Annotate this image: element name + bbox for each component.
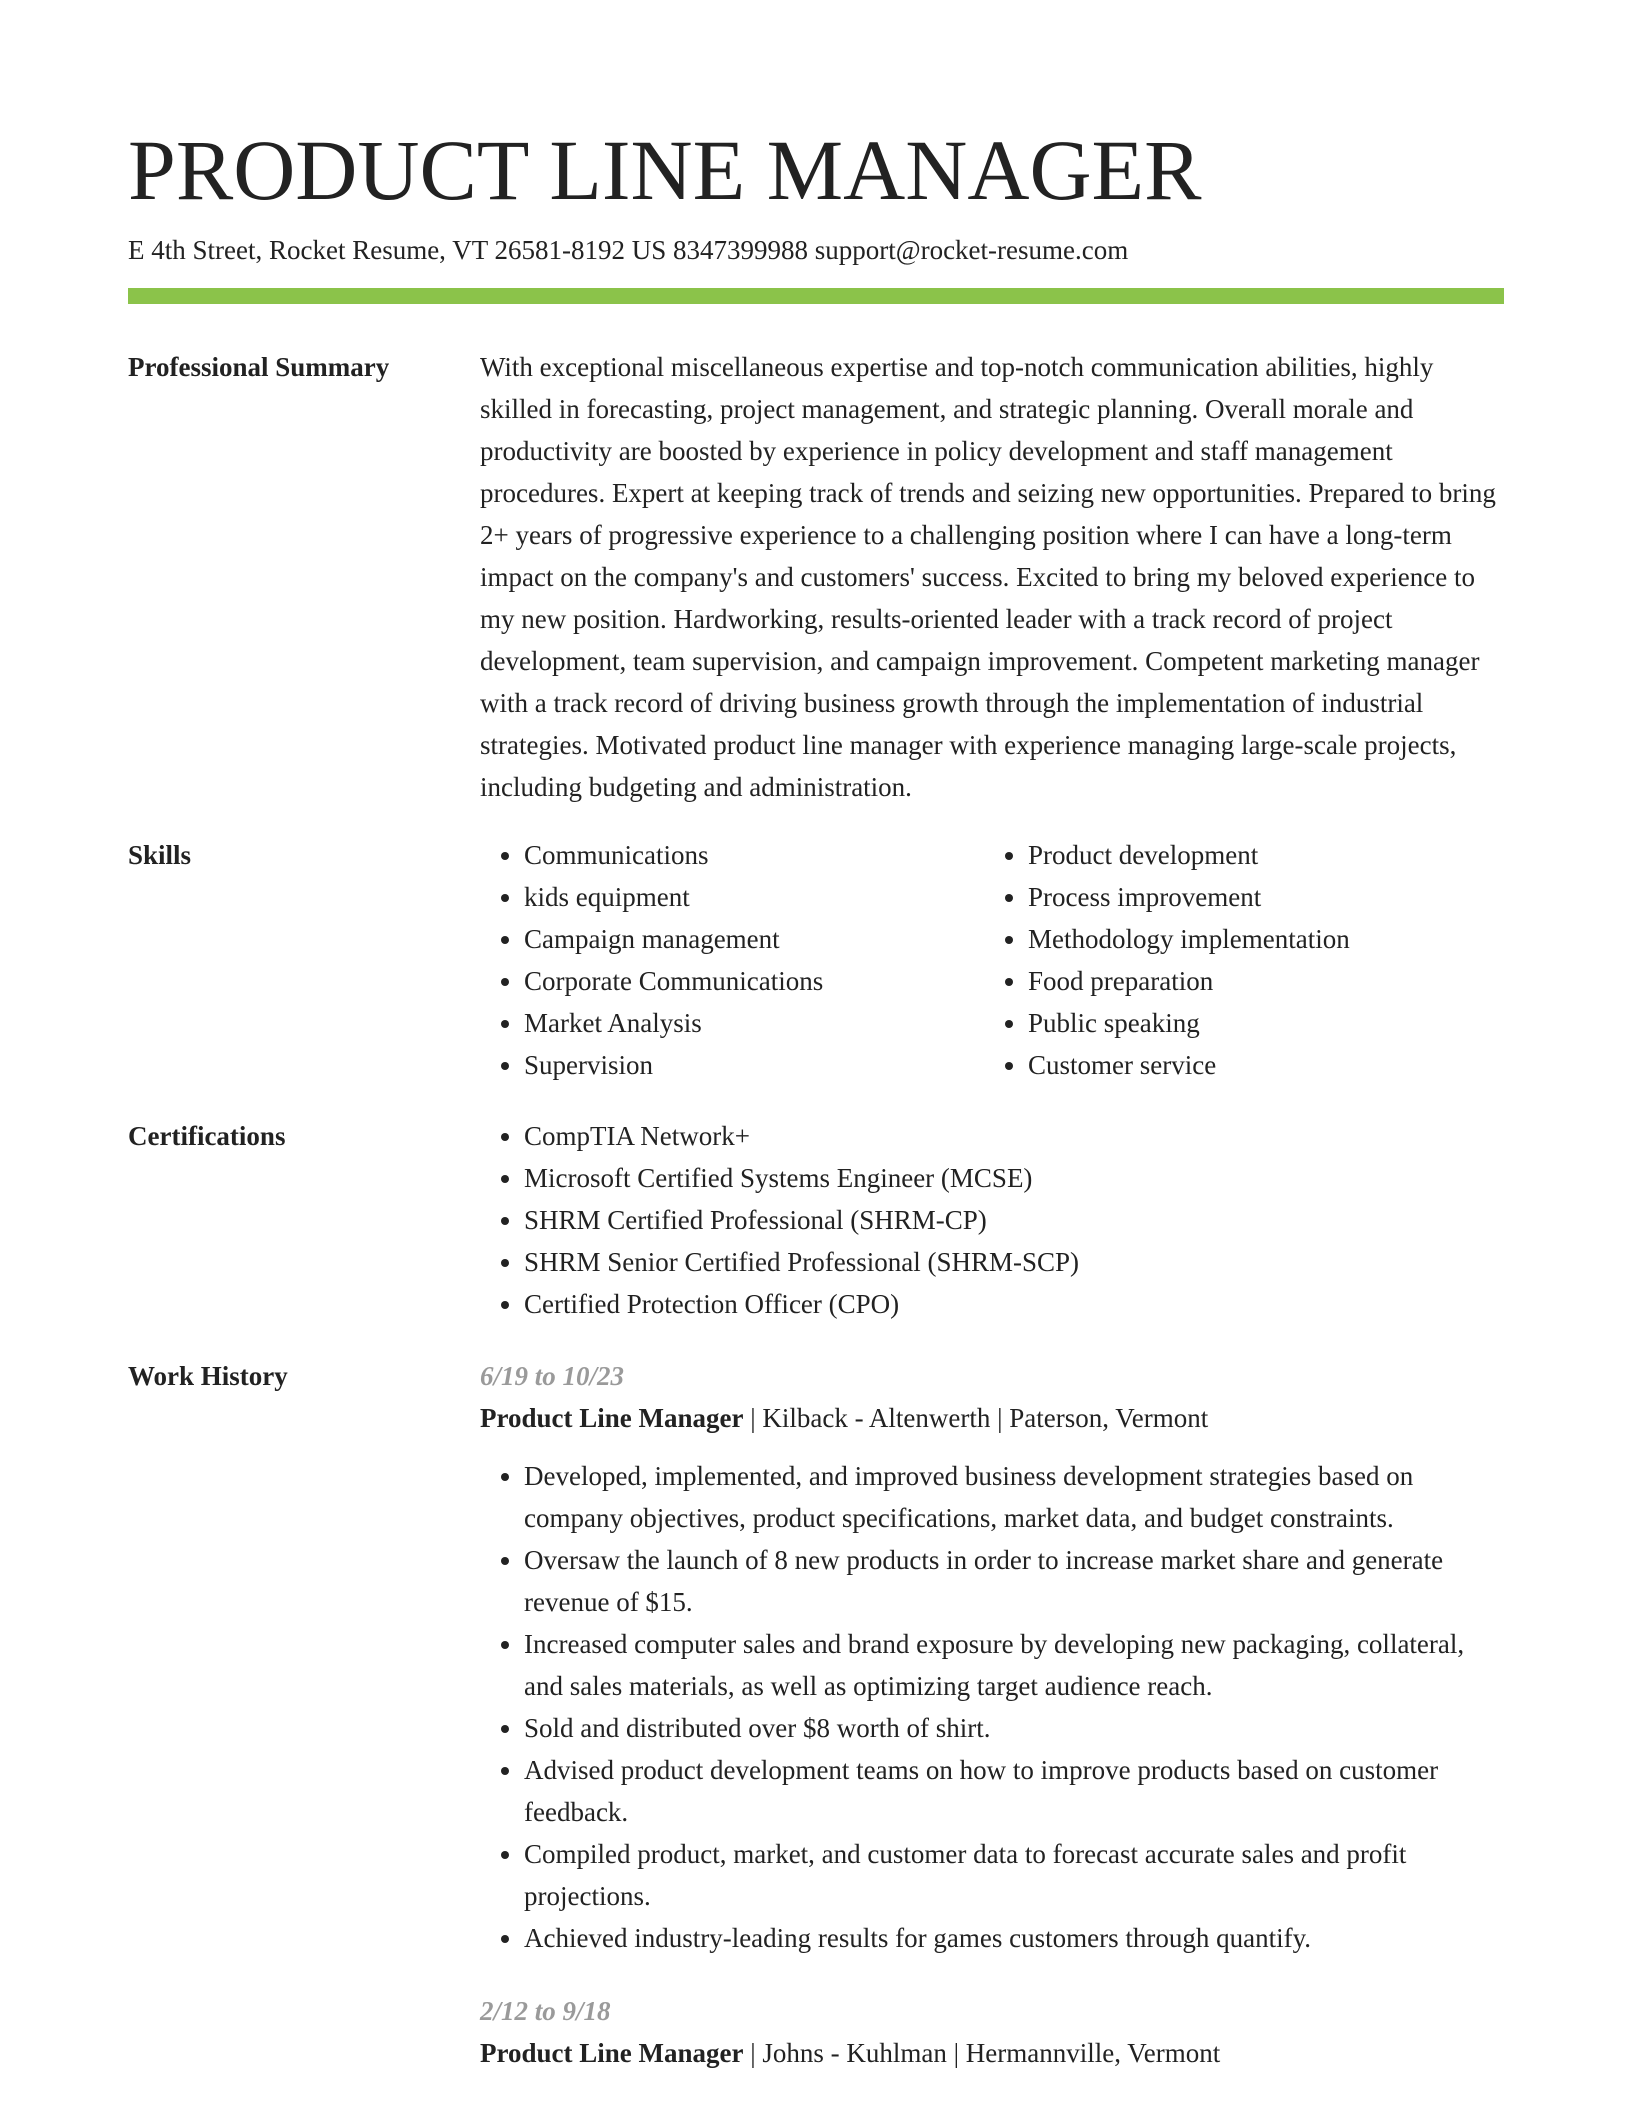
job-dates: 6/19 to 10/23 bbox=[480, 1361, 625, 1391]
skill-item: • Process improvement bbox=[1028, 876, 1488, 918]
skill-item: • Public speaking bbox=[1028, 1002, 1488, 1044]
certifications-list bbox=[480, 1115, 1504, 1325]
work-history-section bbox=[128, 1355, 1504, 2095]
job-bullet: • Sold and distributed over $8 worth of shirt. bbox=[524, 1707, 1504, 1749]
job-dates: 2/12 to 9/18 bbox=[480, 1996, 611, 2026]
skill-item: • Food preparation bbox=[1028, 960, 1488, 1002]
resume-header bbox=[128, 118, 1504, 304]
job-bullet: • Compiled product, market, and customer data to forecast accurate sales and profit projections. bbox=[524, 1833, 1504, 1917]
skill-item: • Market Analysis bbox=[524, 1002, 984, 1044]
certification-item: • Certified Protection Officer (CPO) bbox=[524, 1283, 1504, 1325]
skill-item: • Supervision bbox=[524, 1044, 984, 1086]
contact-line: E 4th Street, Rocket Resume, VT 26581-8192 US 8347399988 support@rocket-resume.com bbox=[128, 235, 1129, 265]
skills-list-left bbox=[480, 834, 984, 1086]
skill-item: • Communications bbox=[524, 834, 984, 876]
job-heading bbox=[480, 1397, 1504, 1439]
summary-body bbox=[480, 346, 1504, 808]
skill-item: • Campaign management bbox=[524, 918, 984, 960]
skill-item: • Customer service bbox=[1028, 1044, 1488, 1086]
skills-label: Skills bbox=[128, 840, 192, 870]
skills-body bbox=[480, 834, 1504, 1086]
job-heading bbox=[480, 2032, 1504, 2074]
job-company-location: | Kilback - Altenwerth | Paterson, Vermont bbox=[743, 1403, 1209, 1433]
job-title: Product Line Manager bbox=[480, 1403, 744, 1433]
job-entry bbox=[480, 1990, 1504, 2074]
job-bullet: • Achieved industry-leading results for games customers through quantify. bbox=[524, 1917, 1504, 1959]
job-bullet: • Advised product development teams on how to improve products based on customer feedback. bbox=[524, 1749, 1504, 1833]
job-bullet: • Increased computer sales and brand exposure by developing new packaging, collateral, and sales materials, as well as optimizing target audience reach. bbox=[524, 1623, 1504, 1707]
skill-item: • Methodology implementation bbox=[1028, 918, 1488, 960]
skills-columns bbox=[480, 834, 1504, 1086]
certifications-body bbox=[480, 1115, 1504, 1325]
skills-list-right bbox=[984, 834, 1488, 1086]
certifications-label: Certifications bbox=[128, 1121, 286, 1151]
job-bullet: • Developed, implemented, and improved business development strategies based on company objectives, product specifications, market data, and budget constraints. bbox=[524, 1455, 1504, 1539]
summary-text: With exceptional miscellaneous expertise and top-notch communication abilities, highly skilled in forecasting, project management, and strategic planning. Overall morale and productivity are boosted by experience in policy development and staff management procedures. Expert at keeping track of trends and seizing new opportunities. Prepared to bring 2+ years of progressive experience to a challenging position where I can have a long-term impact on the company's and customers' success. Excited to bring my beloved experience to my new position. Hardworking, results-oriented leader with a track record of project development, team supervision, and campaign improvement. Competent marketing manager with a track record of driving business growth through the implementation of industrial strategies. Motivated product line manager with experience managing large-scale projects, including budgeting and administration. bbox=[480, 352, 1496, 802]
skill-item: • Product development bbox=[1028, 834, 1488, 876]
certification-item: • Microsoft Certified Systems Engineer (MCSE) bbox=[524, 1157, 1504, 1199]
job-bullet: • Oversaw the launch of 8 new products in order to increase market share and generate revenue of $15. bbox=[524, 1539, 1504, 1623]
work-history-label: Work History bbox=[128, 1361, 288, 1391]
certification-item: • SHRM Senior Certified Professional (SHRM-SCP) bbox=[524, 1241, 1504, 1283]
resume-name: PRODUCT LINE MANAGER bbox=[128, 122, 1202, 218]
job-title: Product Line Manager bbox=[480, 2038, 744, 2068]
job-company-location: | Johns - Kuhlman | Hermannville, Vermont bbox=[743, 2038, 1221, 2068]
certification-item: • CompTIA Network+ bbox=[524, 1115, 1504, 1157]
certifications-section bbox=[128, 1115, 1504, 1335]
job-bullets bbox=[480, 1455, 1504, 1959]
certification-item: • SHRM Certified Professional (SHRM-CP) bbox=[524, 1199, 1504, 1241]
job-entry bbox=[480, 1355, 1504, 1959]
summary-section bbox=[128, 346, 1504, 806]
work-history-body bbox=[480, 1355, 1504, 2074]
header-divider bbox=[128, 288, 1504, 304]
skills-column-right bbox=[984, 834, 1488, 1086]
skills-section bbox=[128, 834, 1504, 1094]
summary-label: Professional Summary bbox=[128, 352, 390, 382]
skill-item: • Corporate Communications bbox=[524, 960, 984, 1002]
skill-item: • kids equipment bbox=[524, 876, 984, 918]
skills-column-left bbox=[480, 834, 984, 1086]
